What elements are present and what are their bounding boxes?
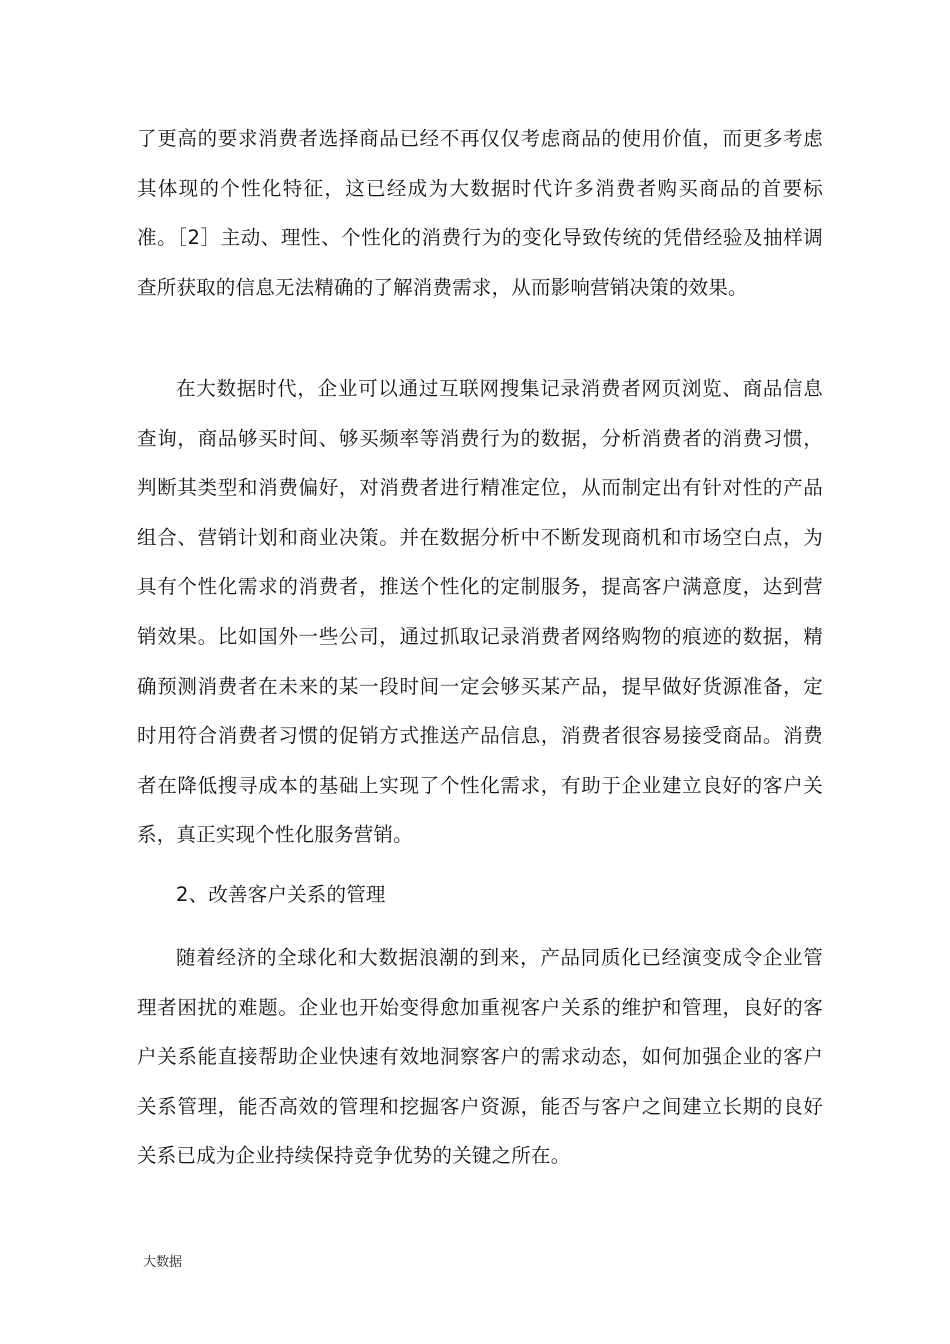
page-footer-label: 大数据	[143, 1255, 183, 1270]
body-paragraph-2: 在大数据时代，企业可以通过互联网搜集记录消费者网页浏览、商品信息查询，商品够买时间、够买频率等消费行为的数据，分析消费者的消费习惯，判断其类型和消费偏好，对消费者进行精准定位，从而制定出有针对性的产品组合、营销计划和商业决策。并在数据分析中不断发现商机和市场空白点，为具有个性化需求的消费者，推送个性化的定制服务，提高客户满意度，达到营销效果。比如国外一些公司，通过抓取记录消费者网络购物的痕迹的数据，精确预测消费者在未来的某一段时间一定会够买某产品，提早做好货源准备，定时用符合消费者习惯的促销方式推送产品信息，消费者很容易接受商品。消费者在降低搜寻成本的基础上实现了个性化需求，有助于企业建立良好的客户关系，真正实现个性化服务营销。	[137, 377, 823, 847]
body-paragraph-1: 了更高的要求消费者选择商品已经不再仅仅考虑商品的使用价值，而更多考虑其体现的个性化特征，这已经成为大数据时代许多消费者购买商品的首要标准。［2］主动、理性、个性化的消费行为的变化导致传统的凭借经验及抽样调查所获取的信息无法精确的了解消费需求，从而影响营销决策的效果。	[137, 127, 823, 299]
body-paragraph-3: 随着经济的全球化和大数据浪潮的到来，产品同质化已经演变成令企业管理者困扰的难题。企业也开始变得愈加重视客户关系的维护和管理，良好的客户关系能直接帮助企业快速有效地洞察客户的需求动态，如何加强企业的客户关系管理，能否高效的管理和挖掘客户资源，能否与客户之间建立长期的良好关系已成为企业持续保持竞争优势的关键之所在。	[137, 946, 823, 1168]
section-heading: 2、改善客户关系的管理	[176, 883, 386, 906]
